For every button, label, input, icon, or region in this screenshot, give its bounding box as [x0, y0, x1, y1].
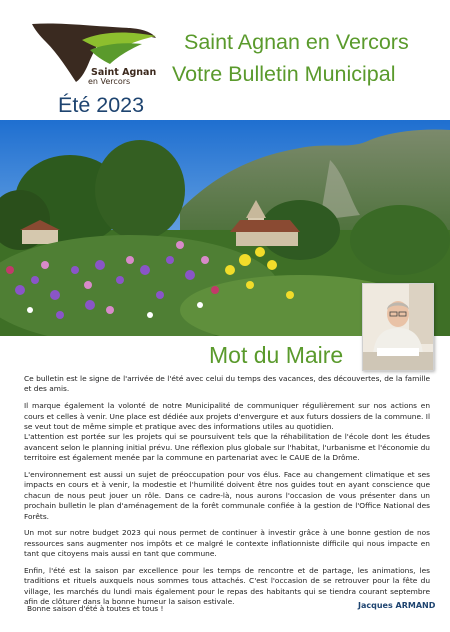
editorial-paragraph: L'environnement est aussi un sujet de préoccupation pour vos élus. Face au changement climatique et ses impacts en cours et à venir, la modestie et l'humilité doivent être nos guides tout en ayant conscience que chacun de nous peut jouer un rôle. Dans ce cadre-là, nous aurons l'occasion de vous présenter dans un prochain bulletin le plan d'aménagement de la forêt communale confiée à la gestion de l'Office National des Forêts.	[24, 470, 430, 521]
editorial-paragraph: Ce bulletin est le signe de l'arrivée de l'été avec celui du temps des vacances, des découvertes, de la famille et des amis.	[24, 374, 430, 394]
editorial-paragraph: Il marque également la volonté de notre Municipalité de communiquer régulièrement sur nos actions en cours et celles à venir. Une place est dédiée aux projets d'envergure et aux futurs dossiers de la commune. Il se veut tout de même simple et pratique avec des informations utiles au quotidien.	[24, 401, 430, 432]
logo-text-line2: en Vercors	[88, 77, 131, 86]
closing-line: Bonne saison d'été à toutes et tous !	[27, 604, 164, 613]
editorial-paragraph: Un mot sur notre budget 2023 qui nous permet de continuer à investir grâce à une bonne gestion de nos ressources sans augmenter nos impôts et ce malgré le contexte inflationniste difficile qui nous impacte en tant que citoyens mais aussi en tant que commune.	[24, 528, 430, 559]
editorial-paragraph: L'attention est portée sur les projets qui se poursuivent tels que la réhabilitation de l'école dont les études avancent selon le planning initial prévu. Une réflexion plus globale sur l'habitat, l'urbanisme et l'économie du territoire est également menée par la commune en partenariat avec le CAUE de la Drôme.	[24, 432, 430, 463]
season-label: Été 2023	[58, 93, 145, 117]
bulletin-title-line1: Saint Agnan en Vercors	[184, 30, 409, 54]
editorial-paragraph: Enfin, l'été est la saison par excellence pour les temps de rencontre et de partage, les animations, les traditions et rituels auxquels nous sommes tous attachés. C'est l'occasion de se retrouver pour la fête du village, les marchés du lundi mais également pour le repas des habitants qui se tiendra courant septembre afin de clôturer dans la bonne humeur la saison estivale.	[24, 566, 430, 607]
editorial-body	[24, 374, 430, 614]
logo-text-line1: Saint Agnan	[91, 67, 157, 78]
mayor-portrait	[362, 283, 434, 371]
mayor-signature: Jacques ARMAND	[358, 601, 436, 610]
editorial-heading: Mot du Maire	[209, 342, 344, 368]
bulletin-title-line2: Votre Bulletin Municipal	[172, 62, 396, 86]
